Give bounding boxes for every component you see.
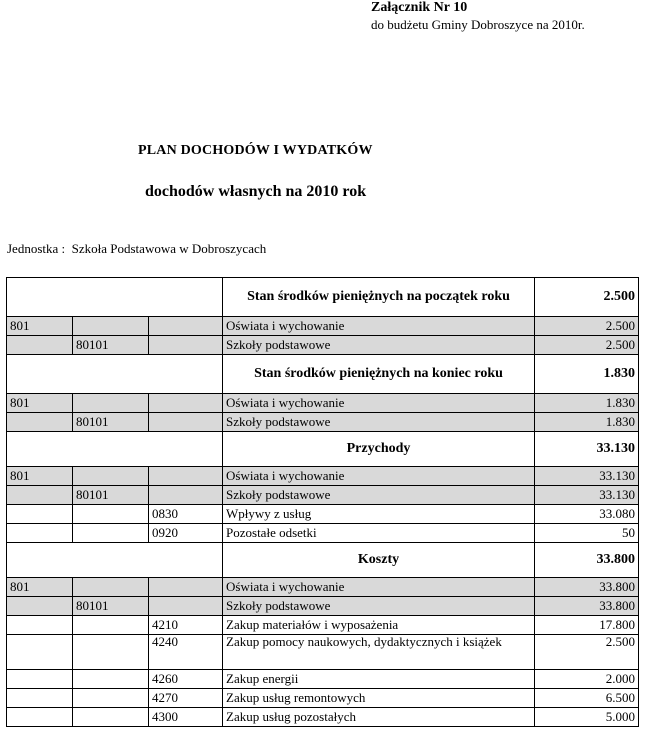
value-cell: 2.500 bbox=[535, 317, 639, 336]
dzial-cell bbox=[7, 635, 73, 670]
paragraf-cell bbox=[149, 336, 223, 355]
section-title: Koszty bbox=[223, 543, 535, 578]
name-cell: Szkoły podstawowe bbox=[223, 336, 535, 355]
rozdzial-cell: 80101 bbox=[73, 486, 149, 505]
table-row bbox=[7, 597, 639, 616]
rozdzial-cell bbox=[73, 467, 149, 486]
value-cell: 33.800 bbox=[535, 597, 639, 616]
dzial-cell bbox=[7, 505, 73, 524]
section-total: 33.800 bbox=[535, 543, 639, 578]
name-cell: Wpływy z usług bbox=[223, 505, 535, 524]
value-cell: 2.000 bbox=[535, 670, 639, 689]
value-cell: 2.500 bbox=[535, 635, 639, 670]
dzial-cell bbox=[7, 336, 73, 355]
table-row bbox=[7, 689, 639, 708]
paragraf-cell bbox=[149, 317, 223, 336]
rozdzial-cell bbox=[73, 578, 149, 597]
table-row bbox=[7, 670, 639, 689]
name-cell: Zakup energii bbox=[223, 670, 535, 689]
section-total: 2.500 bbox=[535, 278, 639, 317]
rozdzial-cell bbox=[73, 670, 149, 689]
plan-subtitle: dochodów własnych na 2010 rok bbox=[145, 183, 367, 200]
name-cell: Oświata i wychowanie bbox=[223, 467, 535, 486]
name-cell: Zakup usług pozostałych bbox=[223, 708, 535, 727]
rozdzial-cell bbox=[73, 616, 149, 635]
dzial-cell: 801 bbox=[7, 317, 73, 336]
dzial-cell: 801 bbox=[7, 578, 73, 597]
paragraf-cell bbox=[149, 413, 223, 432]
paragraf-cell bbox=[149, 467, 223, 486]
name-cell: Zakup pomocy naukowych, dydaktycznych i książek bbox=[223, 635, 535, 670]
plan-title: PLAN DOCHODÓW I WYDATKÓW bbox=[138, 143, 373, 158]
dzial-cell bbox=[7, 413, 73, 432]
name-cell: Szkoły podstawowe bbox=[223, 486, 535, 505]
value-cell: 33.080 bbox=[535, 505, 639, 524]
section-blank-cell bbox=[7, 543, 223, 578]
name-cell: Oświata i wychowanie bbox=[223, 317, 535, 336]
table-row bbox=[7, 467, 639, 486]
value-cell: 17.800 bbox=[535, 616, 639, 635]
rozdzial-cell bbox=[73, 635, 149, 670]
paragraf-cell: 4210 bbox=[149, 616, 223, 635]
section-header-row bbox=[7, 355, 639, 394]
name-cell: Zakup materiałów i wyposażenia bbox=[223, 616, 535, 635]
rozdzial-cell bbox=[73, 505, 149, 524]
unit-line bbox=[7, 241, 266, 257]
rozdzial-cell bbox=[73, 524, 149, 543]
section-total: 33.130 bbox=[535, 432, 639, 467]
dzial-cell bbox=[7, 486, 73, 505]
paragraf-cell bbox=[149, 578, 223, 597]
section-blank-cell bbox=[7, 432, 223, 467]
dzial-cell bbox=[7, 597, 73, 616]
value-cell: 1.830 bbox=[535, 394, 639, 413]
unit-name: Szkoła Podstawowa w Dobroszycach bbox=[71, 241, 267, 256]
section-title: Przychody bbox=[223, 432, 535, 467]
value-cell: 33.130 bbox=[535, 467, 639, 486]
name-cell: Szkoły podstawowe bbox=[223, 597, 535, 616]
table-row bbox=[7, 394, 639, 413]
value-cell: 50 bbox=[535, 524, 639, 543]
section-header-row bbox=[7, 432, 639, 467]
name-cell: Oświata i wychowanie bbox=[223, 578, 535, 597]
section-title: Stan środków pieniężnych na początek roku bbox=[223, 278, 535, 317]
unit-label: Jednostka : bbox=[7, 241, 66, 256]
section-blank-cell bbox=[7, 278, 223, 317]
value-cell: 6.500 bbox=[535, 689, 639, 708]
paragraf-cell bbox=[149, 394, 223, 413]
dzial-cell bbox=[7, 616, 73, 635]
paragraf-cell: 0830 bbox=[149, 505, 223, 524]
rozdzial-cell: 80101 bbox=[73, 336, 149, 355]
name-cell: Szkoły podstawowe bbox=[223, 413, 535, 432]
annex-title: Załącznik Nr 10 bbox=[371, 0, 468, 15]
value-cell: 1.830 bbox=[535, 413, 639, 432]
value-cell: 33.130 bbox=[535, 486, 639, 505]
section-blank-cell bbox=[7, 355, 223, 394]
name-cell: Pozostałe odsetki bbox=[223, 524, 535, 543]
section-header-row bbox=[7, 278, 639, 317]
rozdzial-cell bbox=[73, 394, 149, 413]
table-row bbox=[7, 708, 639, 727]
dzial-cell bbox=[7, 689, 73, 708]
table-row bbox=[7, 413, 639, 432]
table-row bbox=[7, 486, 639, 505]
dzial-cell bbox=[7, 708, 73, 727]
name-cell: Oświata i wychowanie bbox=[223, 394, 535, 413]
paragraf-cell: 4270 bbox=[149, 689, 223, 708]
rozdzial-cell bbox=[73, 689, 149, 708]
section-header-row bbox=[7, 543, 639, 578]
annex-subtitle: do budżetu Gminy Dobroszyce na 2010r. bbox=[371, 17, 585, 32]
section-title: Stan środków pieniężnych na koniec roku bbox=[223, 355, 535, 394]
rozdzial-cell bbox=[73, 708, 149, 727]
paragraf-cell bbox=[149, 597, 223, 616]
budget-table bbox=[6, 277, 639, 727]
table-row bbox=[7, 635, 639, 670]
table-row bbox=[7, 616, 639, 635]
table-row bbox=[7, 524, 639, 543]
value-cell: 2.500 bbox=[535, 336, 639, 355]
paragraf-cell: 0920 bbox=[149, 524, 223, 543]
rozdzial-cell: 80101 bbox=[73, 413, 149, 432]
rozdzial-cell: 80101 bbox=[73, 597, 149, 616]
value-cell: 33.800 bbox=[535, 578, 639, 597]
rozdzial-cell bbox=[73, 317, 149, 336]
dzial-cell bbox=[7, 670, 73, 689]
dzial-cell: 801 bbox=[7, 467, 73, 486]
paragraf-cell: 4260 bbox=[149, 670, 223, 689]
table-row bbox=[7, 505, 639, 524]
table-row bbox=[7, 336, 639, 355]
table-row bbox=[7, 578, 639, 597]
paragraf-cell: 4240 bbox=[149, 635, 223, 670]
paragraf-cell bbox=[149, 486, 223, 505]
value-cell: 5.000 bbox=[535, 708, 639, 727]
name-cell: Zakup usług remontowych bbox=[223, 689, 535, 708]
dzial-cell: 801 bbox=[7, 394, 73, 413]
dzial-cell bbox=[7, 524, 73, 543]
paragraf-cell: 4300 bbox=[149, 708, 223, 727]
budget-table-body bbox=[7, 278, 639, 727]
table-row bbox=[7, 317, 639, 336]
section-total: 1.830 bbox=[535, 355, 639, 394]
